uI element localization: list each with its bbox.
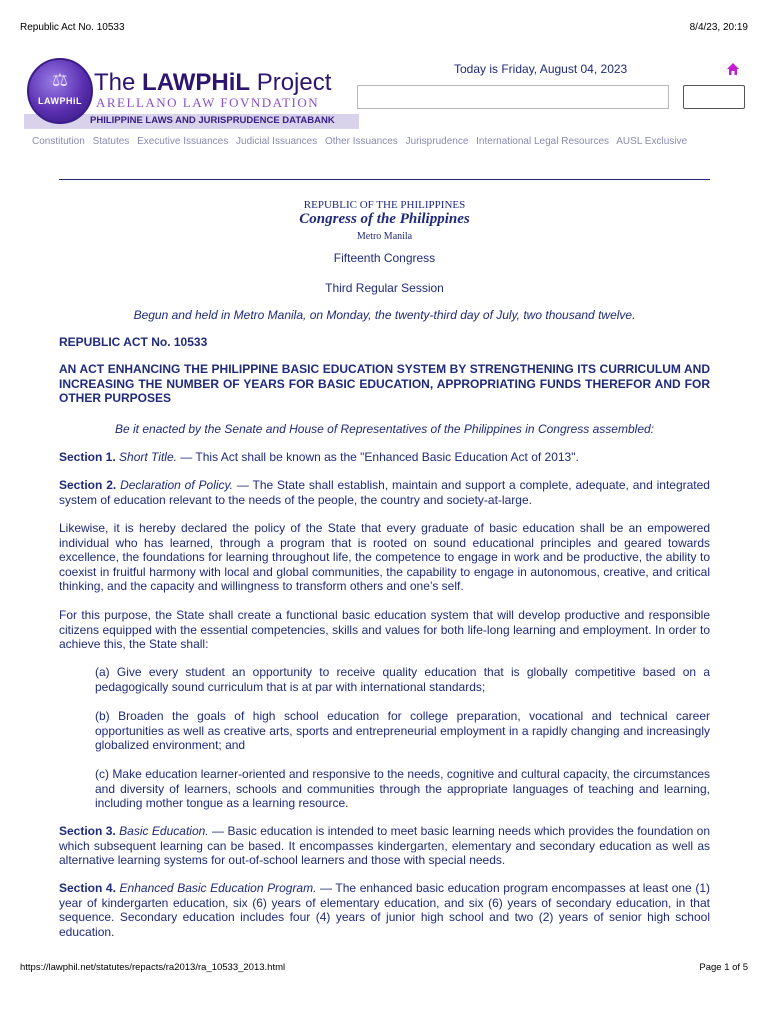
search-input[interactable] <box>357 85 669 109</box>
brand-suffix: Project <box>250 69 332 96</box>
congress-number: Fifteenth Congress <box>333 251 436 265</box>
scales-icon: ⚖ <box>51 70 69 90</box>
nav-jurisprudence[interactable]: Jurisprudence <box>405 136 469 147</box>
section-text: — The enhanced basic education program encompasses at least one (1) year of kindergarten education, six (6) years of elementary education, and six (6) years of secondary education, in that sequence. Secondary education includes four (4) years of junior high school and two (2) years of senior high school education. <box>59 881 710 939</box>
search-button[interactable] <box>683 85 745 109</box>
home-icon[interactable] <box>726 62 740 76</box>
section-1 <box>59 450 710 465</box>
foundation-name: ARELLANO LAW FOVNDATION <box>96 95 320 110</box>
section-3 <box>59 824 710 868</box>
brand-bold: LAWPHiL <box>142 69 251 96</box>
header-divider <box>59 179 710 180</box>
today-date: Today is Friday, August 04, 2023 <box>454 62 628 76</box>
section-text: — Basic education is intended to meet basic learning needs which provides the foundation on which subsequent learning can be based. It encompasses kindergarten, elementary and secondary education as well as alternative learning systems for out-of-school learners and those with special needs. <box>59 824 710 868</box>
section-heading: Short Title. <box>119 450 177 464</box>
nav-judicial-issuances[interactable]: Judicial Issuances <box>236 136 318 147</box>
begun-statement: Begun and held in Metro Manila, on Monday, the twenty-third day of July, two thousand twelve. <box>133 308 636 322</box>
list-item-b: (b) Broaden the goals of high school education for college preparation, vocational and technical career opportunities as well as creative arts, sports and entrepreneurial employment in a rapidly changing and increasingly globalized environment; and <box>95 709 710 753</box>
nav-international-legal-resources[interactable]: International Legal Resources <box>476 136 610 147</box>
section-label: Section 4. <box>59 881 116 895</box>
site-logo[interactable] <box>24 55 364 133</box>
section-text: — This Act shall be known as the "Enhanced Basic Education Act of 2013". <box>176 450 579 464</box>
brand-title <box>94 69 331 97</box>
congress-heading: Congress of the Philippines <box>299 211 470 227</box>
print-title: Republic Act No. 10533 <box>20 22 125 33</box>
nav-executive-issuances[interactable]: Executive Issuances <box>137 136 229 147</box>
section-4 <box>59 881 710 939</box>
print-datetime: 8/4/23, 20:19 <box>689 22 748 33</box>
paragraph-likewise: Likewise, it is hereby declared the policy of the State that every graduate of basic education shall be an empowered individual who has learned, through a program that is rooted on sound educational principles and geared towards excellence, the foundations for learning throughout life, the competence to engage in work and be productive, the ability to coexist in fruitful harmony with local and global communities, the capability to engage in autonomous, creative, and critical thinking, and the capacity and willingness to transform others and one’s self. <box>59 521 710 594</box>
republic-heading: REPUBLIC OF THE PHILIPPINES <box>303 199 466 211</box>
nav-constitution[interactable]: Constitution <box>32 136 85 147</box>
nav-other-issuances[interactable]: Other Issuances <box>324 136 398 147</box>
metro-manila: Metro Manila <box>356 231 413 242</box>
page-number: Page 1 of 5 <box>699 962 748 973</box>
main-nav <box>32 136 692 147</box>
list-item-c: (c) Make education learner-oriented and responsive to the needs, cognitive and cultural capacity, the circumstances and diversity of learners, schools and communities through the appropriate languages of teaching and learning, including mother tongue as a learning resource. <box>95 767 710 811</box>
section-label: Section 3. <box>59 824 116 838</box>
brand-prefix: The <box>94 69 143 96</box>
nav-ausl-exclusive[interactable]: AUSL Exclusive <box>616 136 688 147</box>
session: Third Regular Session <box>325 281 444 295</box>
nav-statutes[interactable]: Statutes <box>92 136 130 147</box>
enacting-clause: Be it enacted by the Senate and House of Representatives of the Philippines in Congress assembled: <box>115 422 654 436</box>
page-url: https://lawphil.net/statutes/repacts/ra2013/ra_10533_2013.html <box>20 962 286 973</box>
section-2 <box>59 478 710 507</box>
seal-icon <box>27 58 93 124</box>
section-heading: Declaration of Policy. <box>120 478 233 492</box>
section-heading: Basic Education. <box>119 824 209 838</box>
banner-text: PHILIPPINE LAWS AND JURISPRUDENCE DATABANK <box>90 115 335 126</box>
section-label: Section 2. <box>59 478 117 492</box>
section-text: — The State shall establish, maintain and support a complete, adequate, and integrated system of education relevant to the needs of the people, the country and society-at-large. <box>59 478 710 507</box>
section-heading: Enhanced Basic Education Program. <box>119 881 317 895</box>
ra-number: REPUBLIC ACT No. 10533 <box>59 335 208 349</box>
section-label: Section 1. <box>59 450 116 464</box>
list-item-a: (a) Give every student an opportunity to receive quality education that is globally competitive based on a pedagogically sound curriculum that is at par with international standards; <box>95 665 710 694</box>
act-title: AN ACT ENHANCING THE PHILIPPINE BASIC EDUCATION SYSTEM BY STRENGTHENING ITS CURRICULUM AND INCREASING THE NUMBER OF YEARS FOR BASIC EDUCATION, APPROPRIATING FUNDS THEREFOR AND FOR OTHER PURPOSES <box>59 362 710 406</box>
seal-label: LAWPHiL <box>38 96 82 106</box>
paragraph-purpose: For this purpose, the State shall create a functional basic education system that will develop productive and responsible citizens equipped with the essential competencies, skills and values for both life-long learning and employment. In order to achieve this, the State shall: <box>59 608 710 652</box>
